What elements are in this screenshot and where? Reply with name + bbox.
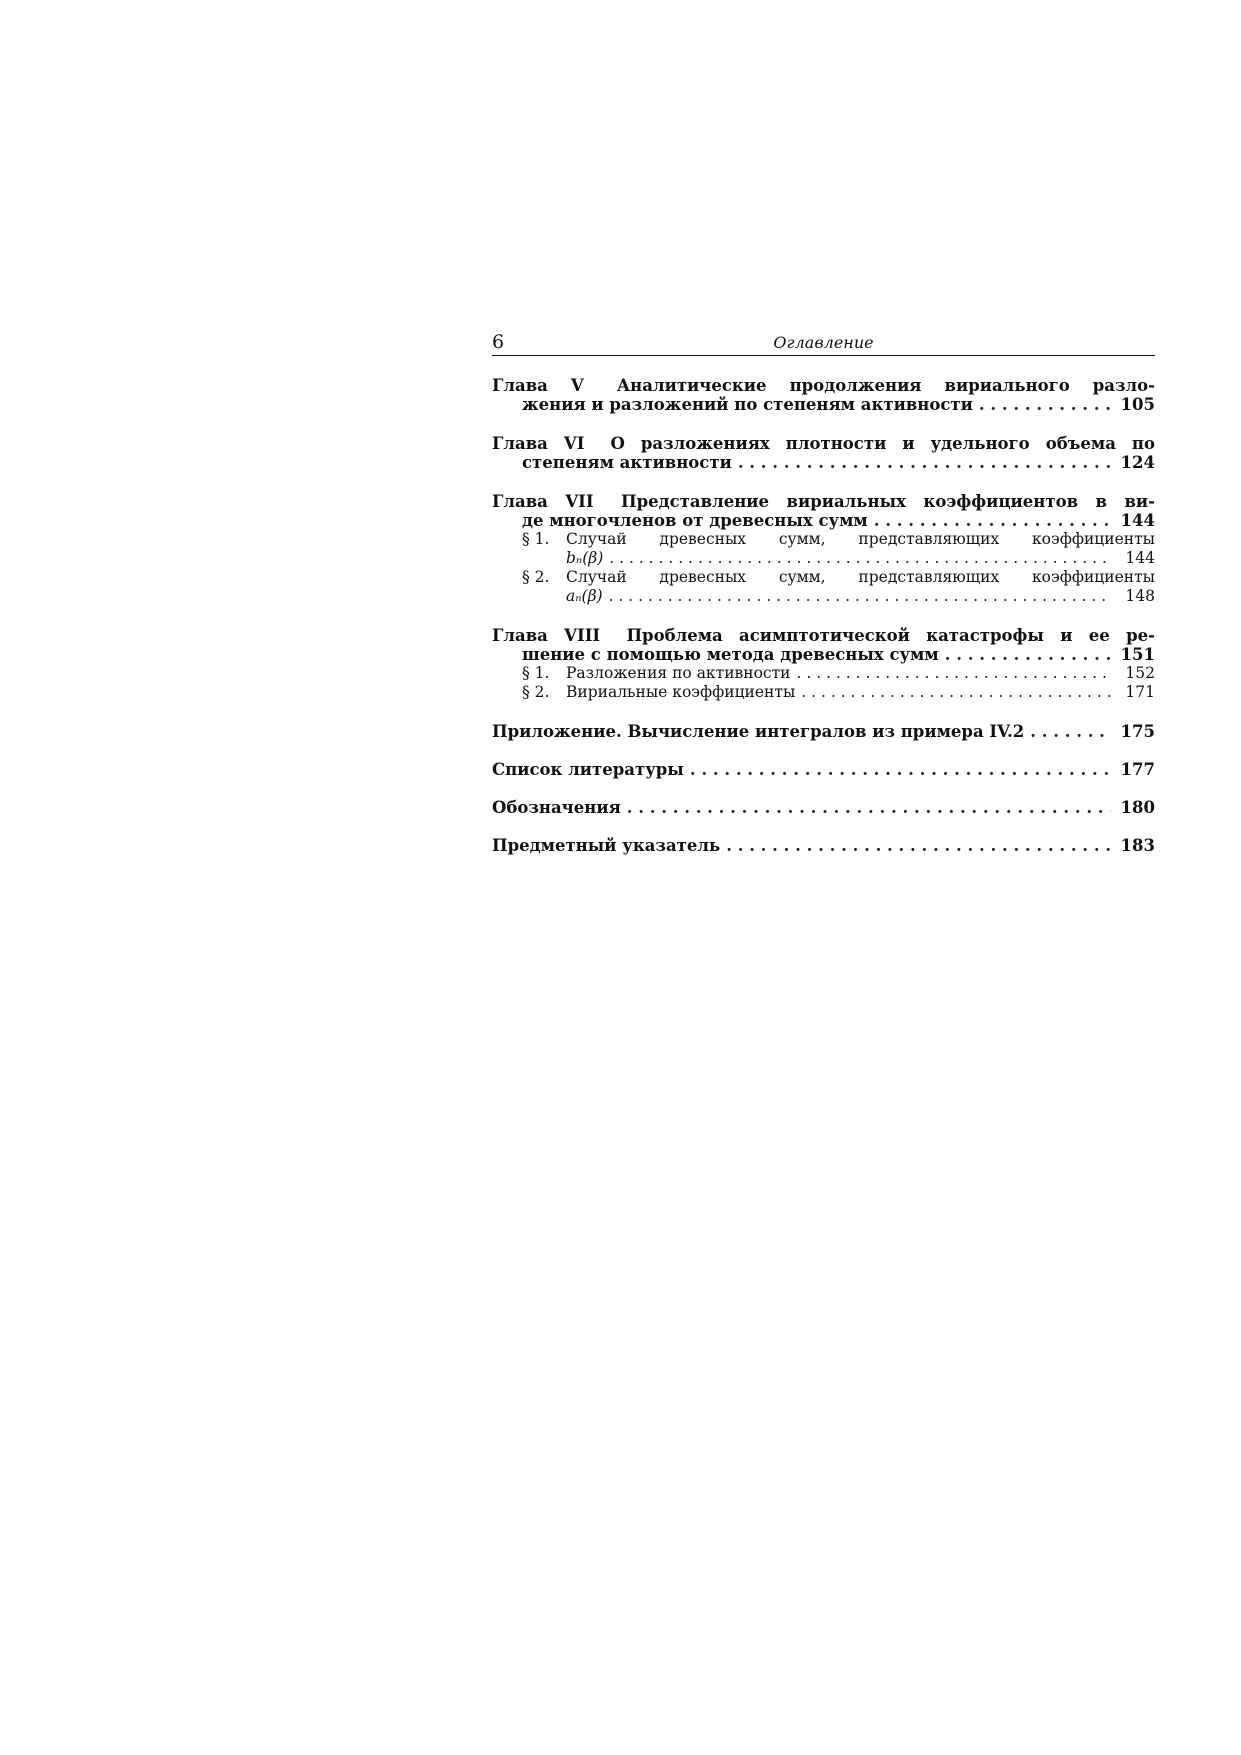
section-title-line1: Случай древесных сумм, представляющих коэффициенты bbox=[566, 530, 1155, 548]
toc-entry-notation[interactable] bbox=[492, 798, 1155, 817]
toc-entry-line2 bbox=[492, 645, 1155, 664]
section-title-line2: bₙ(β) bbox=[566, 549, 604, 567]
book-page bbox=[492, 333, 1155, 855]
toc-entry-line1 bbox=[492, 434, 1155, 453]
page-ref: 124 bbox=[1120, 453, 1155, 472]
bibliography-title: Список литературы bbox=[492, 760, 684, 779]
chapter-title-line2: шение с помощью метода древесных сумм bbox=[522, 645, 939, 664]
leader-dots bbox=[690, 760, 1111, 779]
chapter-label: Глава V bbox=[492, 376, 584, 395]
section-title: Разложения по активности bbox=[566, 664, 791, 682]
toc-entry-line1 bbox=[492, 626, 1155, 645]
toc-entry-line1 bbox=[492, 492, 1155, 511]
page-ref: 144 bbox=[1125, 549, 1155, 567]
chapter-title-line1: Представление вириальных коэффициентов в ви- bbox=[621, 492, 1155, 511]
chapter-label: Глава VII bbox=[492, 492, 594, 511]
page-ref: 180 bbox=[1120, 798, 1155, 817]
section-number: § 2. bbox=[522, 683, 550, 701]
toc-entry-line1 bbox=[492, 376, 1155, 395]
leader-dots bbox=[609, 549, 1111, 568]
leader-dots bbox=[627, 798, 1111, 817]
appendix-title: Приложение. Вычисление интегралов из примера IV.2 bbox=[492, 722, 1025, 741]
leader-dots bbox=[1030, 722, 1111, 741]
chapter-title-line2: степеням активности bbox=[522, 453, 732, 472]
section-line1 bbox=[492, 530, 1155, 549]
section-line bbox=[492, 683, 1155, 702]
section-line bbox=[492, 664, 1155, 683]
toc-section-7-1[interactable] bbox=[492, 530, 1155, 568]
page-ref: 151 bbox=[1120, 645, 1155, 664]
section-line1 bbox=[492, 568, 1155, 587]
page-ref: 175 bbox=[1120, 722, 1155, 741]
toc-entry-chapter-7[interactable] bbox=[492, 492, 1155, 530]
notation-title: Обозначения bbox=[492, 798, 621, 817]
toc-entry-appendix[interactable] bbox=[492, 722, 1155, 741]
running-head bbox=[492, 333, 1155, 356]
toc-entry-bibliography[interactable] bbox=[492, 760, 1155, 779]
chapter-label: Глава VIII bbox=[492, 626, 601, 645]
section-title-line2: aₙ(β) bbox=[566, 587, 603, 605]
chapter-title-line1: Проблема асимптотической катастрофы и ее ре- bbox=[626, 626, 1155, 645]
toc-entry-line2 bbox=[492, 511, 1155, 530]
chapter-title-line1: О разложениях плотности и удельного объема по bbox=[610, 434, 1155, 453]
section-line2 bbox=[492, 549, 1155, 568]
page-ref: 152 bbox=[1125, 664, 1155, 682]
page-ref: 171 bbox=[1125, 683, 1155, 701]
page-ref: 177 bbox=[1120, 760, 1155, 779]
leader-dots bbox=[979, 395, 1111, 414]
toc-entry-chapter-6[interactable] bbox=[492, 434, 1155, 472]
leader-dots bbox=[874, 511, 1111, 530]
page-number: 6 bbox=[492, 331, 505, 353]
leader-dots bbox=[797, 664, 1111, 683]
chapter-title-line2: жения и разложений по степеням активности bbox=[522, 395, 973, 414]
chapter-label: Глава VI bbox=[492, 434, 585, 453]
chapter-title-line2: де многочленов от древесных сумм bbox=[522, 511, 868, 530]
table-of-contents bbox=[492, 376, 1155, 855]
toc-entry-chapter-8[interactable] bbox=[492, 626, 1155, 664]
section-title: Вириальные коэффициенты bbox=[566, 683, 796, 701]
leader-dots bbox=[738, 453, 1111, 472]
toc-entry-chapter-5[interactable] bbox=[492, 376, 1155, 414]
leader-dots bbox=[801, 683, 1111, 702]
chapter-title-line1: Аналитические продолжения вириального разло- bbox=[616, 376, 1155, 395]
toc-section-7-2[interactable] bbox=[492, 568, 1155, 606]
page-ref: 144 bbox=[1120, 511, 1155, 530]
index-title: Предметный указатель bbox=[492, 836, 721, 855]
toc-entry-index[interactable] bbox=[492, 836, 1155, 855]
leader-dots bbox=[726, 836, 1111, 855]
toc-section-8-1[interactable] bbox=[492, 664, 1155, 683]
toc-entry-line2 bbox=[492, 395, 1155, 414]
running-title: Оглавление bbox=[773, 333, 874, 352]
section-number: § 1. bbox=[522, 530, 550, 548]
toc-section-8-2[interactable] bbox=[492, 683, 1155, 702]
page-ref: 183 bbox=[1120, 836, 1155, 855]
toc-entry-line2 bbox=[492, 453, 1155, 472]
section-line2 bbox=[492, 587, 1155, 606]
section-title-line1: Случай древесных сумм, представляющих коэффициенты bbox=[566, 568, 1155, 586]
page-ref: 148 bbox=[1125, 587, 1155, 605]
section-number: § 2. bbox=[522, 568, 550, 586]
section-number: § 1. bbox=[522, 664, 550, 682]
leader-dots bbox=[945, 645, 1111, 664]
leader-dots bbox=[609, 587, 1111, 606]
page-ref: 105 bbox=[1120, 395, 1155, 414]
